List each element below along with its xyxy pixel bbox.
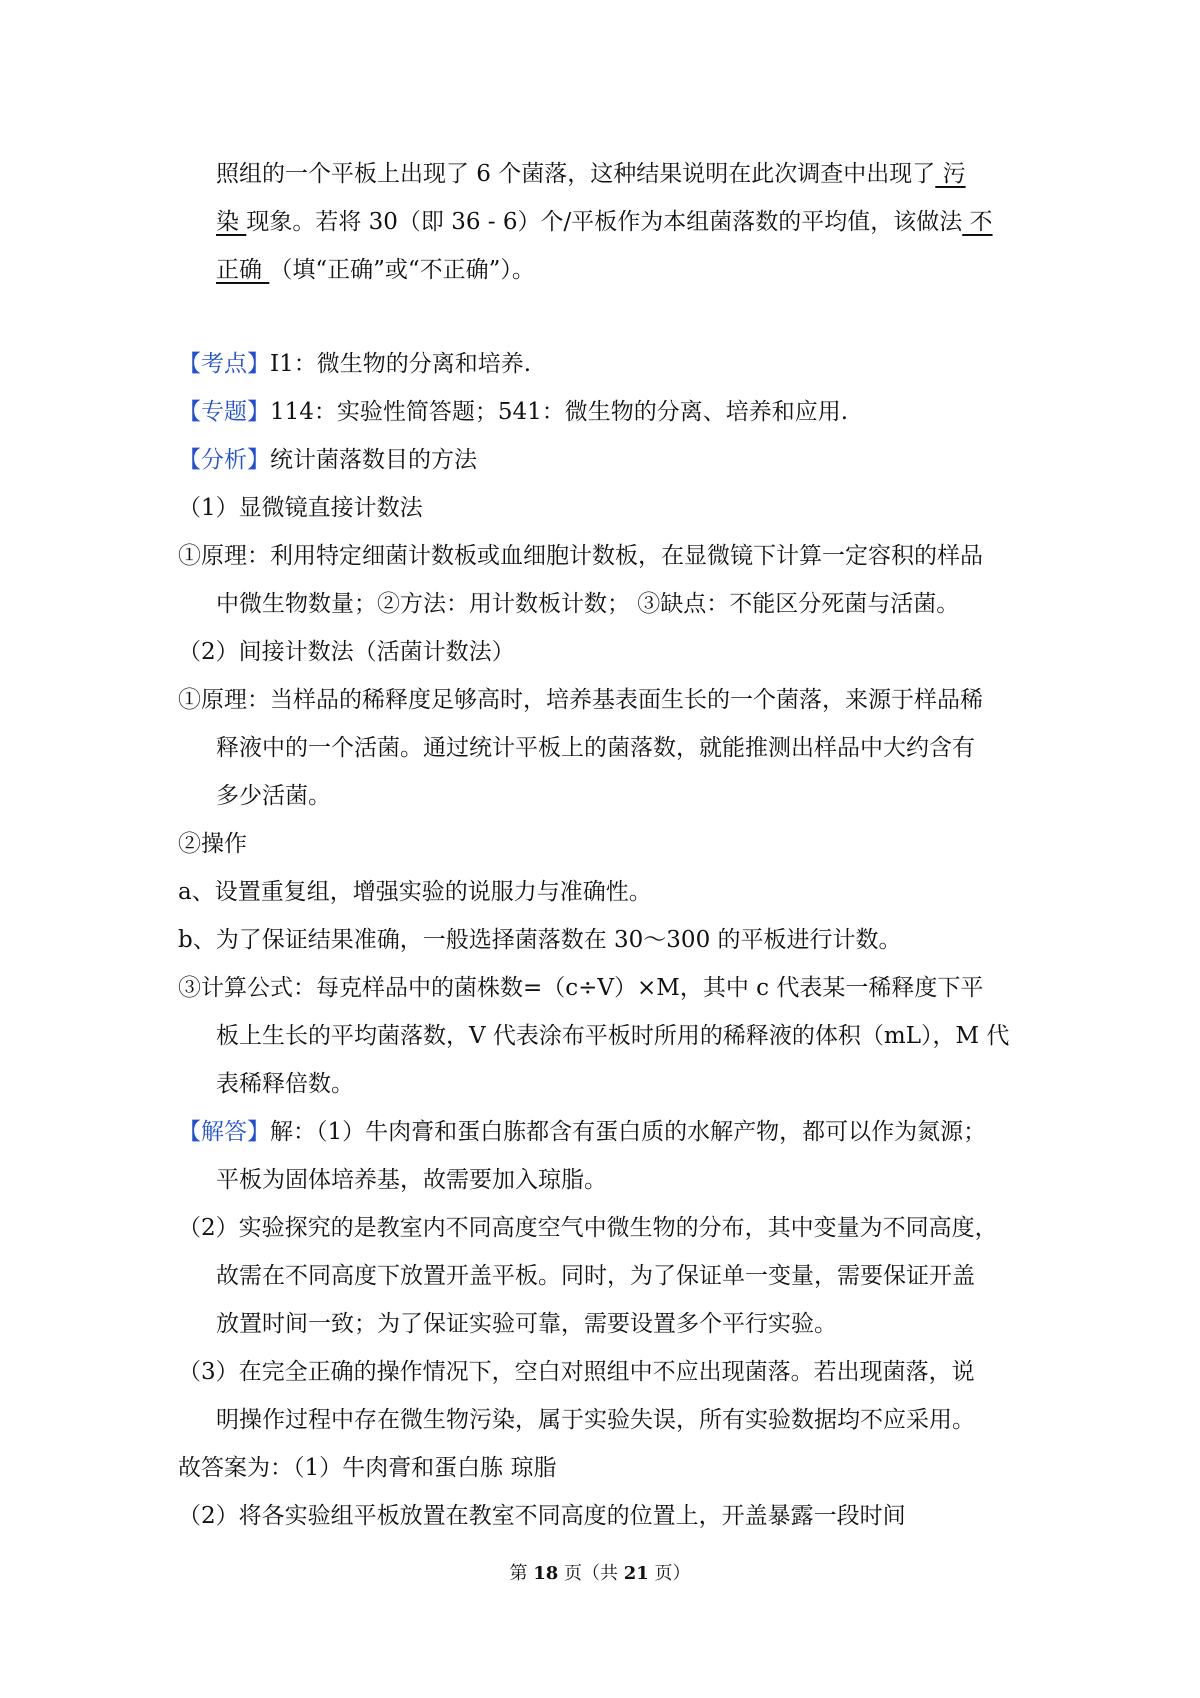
fenxi-paragraph: 多少活菌。	[216, 783, 331, 809]
kaodian-tag: 【考点】	[178, 351, 270, 377]
jieda-paragraph: 明操作过程中存在微生物污染，属于实验失误，所有实验数据均不应采用。	[216, 1407, 975, 1433]
jieda-paragraph: 故需在不同高度下放置开盖平板。同时，为了保证单一变量，需要保证开盖	[216, 1263, 975, 1289]
answer-blank: 正确	[216, 257, 270, 283]
question-line-1: 照组的一个平板上出现了 6 个菌落，这种结果说明在此次调查中出现了 污	[216, 161, 966, 187]
jieda-paragraph: 故答案为：（1）牛肉膏和蛋白胨 琼脂	[178, 1455, 557, 1481]
fenxi-paragraph: 表稀释倍数。	[216, 1071, 354, 1097]
jieda-paragraph: 放置时间一致；为了保证实验可靠，需要设置多个平行实验。	[216, 1311, 837, 1337]
fenxi-line: 【分析】统计菌落数目的方法	[178, 447, 477, 473]
fenxi-paragraph: ②操作	[178, 831, 247, 857]
fenxi-paragraph: 中微生物数量；②方法：用计数板计数； ③缺点：不能区分死菌与活菌。	[216, 591, 960, 617]
spacer	[178, 294, 1028, 340]
question-line-3: 正确 （填“正确”或“不正确”）。	[216, 257, 535, 283]
answer-blank: 染	[216, 209, 247, 235]
current-page-number: 18	[533, 1563, 559, 1584]
fenxi-tag: 【分析】	[178, 447, 270, 473]
answer-blank: 污	[935, 161, 966, 187]
jieda-paragraph: （3）在完全正确的操作情况下，空白对照组中不应出现菌落。若出现菌落，说	[178, 1359, 975, 1385]
fenxi-paragraph: 板上生长的平均菌落数，V 代表涂布平板时所用的稀释液的体积（mL），M 代	[216, 1023, 1010, 1049]
jieda-paragraph: （2）实验探究的是教室内不同高度空气中微生物的分布，其中变量为不同高度，	[178, 1215, 998, 1241]
jieda-tag: 【解答】	[178, 1119, 270, 1145]
page-content	[178, 150, 1028, 1540]
jieda-paragraph: 平板为固体培养基，故需要加入琼脂。	[216, 1167, 607, 1193]
fenxi-paragraph: b、为了保证结果准确，一般选择菌落数在 30～300 的平板进行计数。	[178, 927, 902, 953]
fenxi-paragraph: ③计算公式：每克样品中的菌株数=（c÷V）×M，其中 c 代表某一稀释度下平	[178, 975, 984, 1001]
zhuanti-tag: 【专题】	[178, 399, 270, 425]
fenxi-paragraph: 释液中的一个活菌。通过统计平板上的菌落数，就能推测出样品中大约含有	[216, 735, 975, 761]
total-page-number: 21	[623, 1563, 649, 1584]
question-line-2: 染 现象。若将 30（即 36 - 6）个/平板作为本组菌落数的平均值，该做法 不	[216, 209, 993, 235]
page-footer: 第 18 页（共 21 页）	[509, 1563, 691, 1584]
fenxi-paragraph: ①原理：当样品的稀释度足够高时，培养基表面生长的一个菌落，来源于样品稀	[178, 687, 983, 713]
jieda-paragraph: （2）将各实验组平板放置在教室不同高度的位置上，开盖暴露一段时间	[178, 1503, 906, 1529]
fenxi-paragraph: （1）显微镜直接计数法	[178, 495, 423, 521]
zhuanti-line: 【专题】114：实验性简答题；541：微生物的分离、培养和应用.	[178, 399, 849, 425]
answer-blank: 不	[962, 209, 993, 235]
fenxi-paragraph: ①原理：利用特定细菌计数板或血细胞计数板，在显微镜下计算一定容积的样品	[178, 543, 983, 569]
kaodian-line: 【考点】I1：微生物的分离和培养.	[178, 351, 532, 377]
fenxi-paragraph: （2）间接计数法（活菌计数法）	[178, 639, 515, 665]
jieda-line: 【解答】解：（1）牛肉膏和蛋白胨都含有蛋白质的水解产物，都可以作为氮源；	[178, 1119, 987, 1145]
fenxi-paragraph: a、设置重复组，增强实验的说服力与准确性。	[178, 879, 652, 905]
